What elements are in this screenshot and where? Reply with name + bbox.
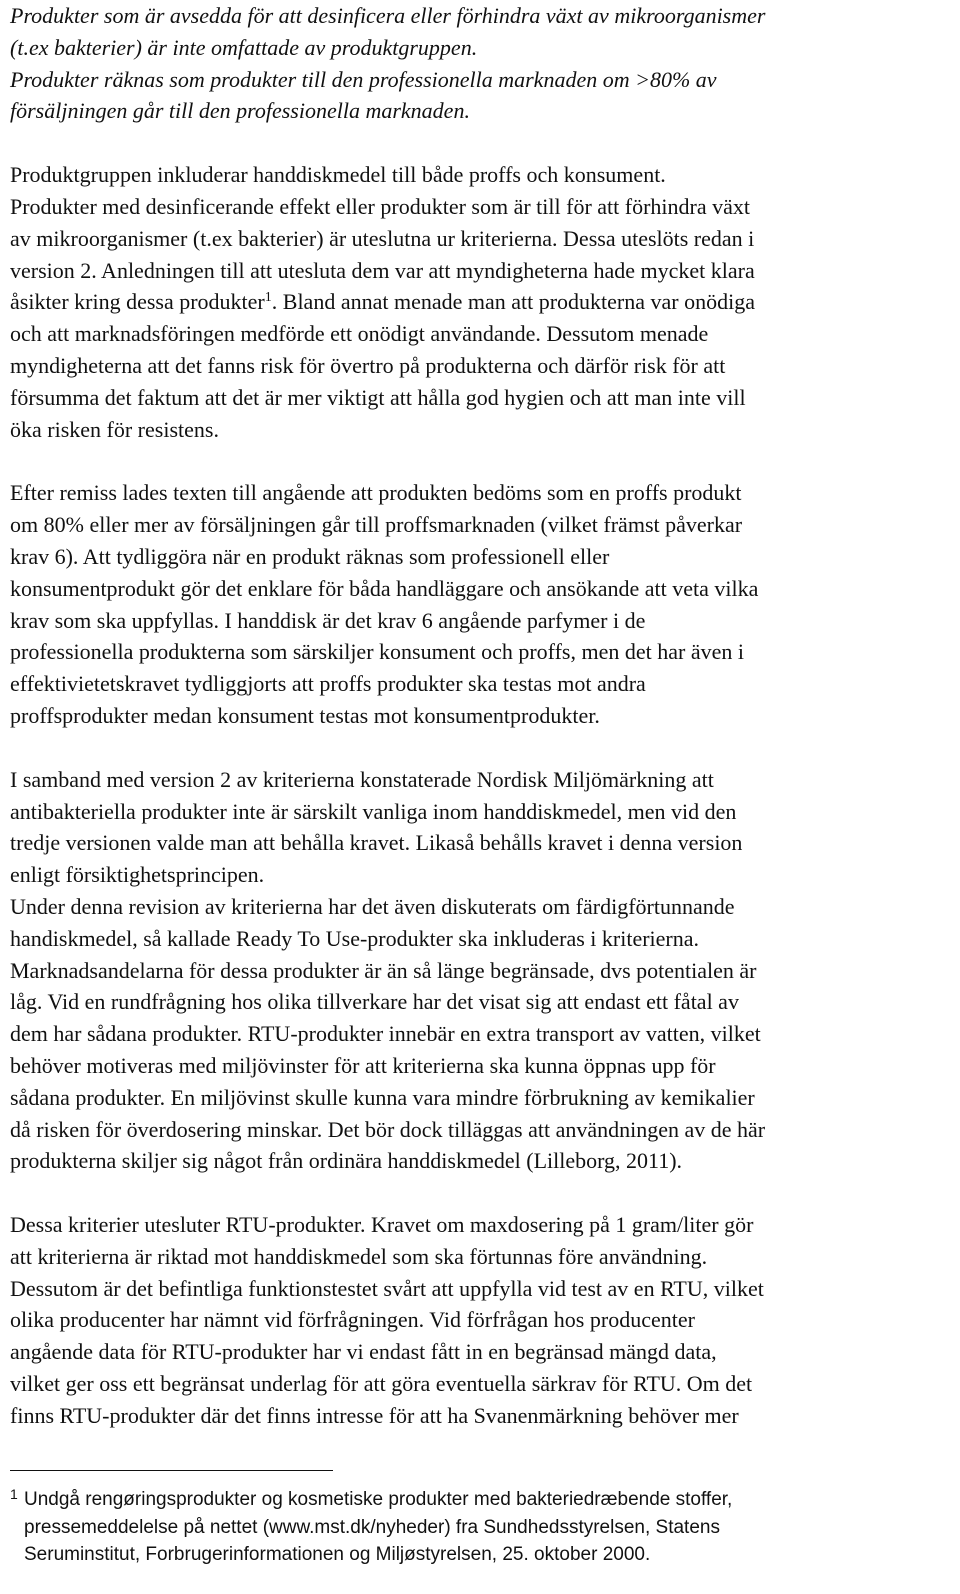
text-line: version 2. Anledningen till att utesluta dem var att myndigheterna hade mycket klara <box>10 257 755 283</box>
text-line: effektivietetskravet tydliggjorts att proffs produkter ska testas mot andra <box>10 671 646 697</box>
footnote-line: Undgå rengøringsprodukter og kosmetiske produkter med bakteriedræbende stoffer, <box>24 1489 733 1510</box>
paragraph-gap <box>10 127 950 159</box>
paragraph-gap <box>10 732 950 764</box>
text-line: I samband med version 2 av kriterierna konstaterade Nordisk Miljömärkning att <box>10 766 714 792</box>
text-line: vilket ger oss ett begränsat underlag för att göra eventuella särkrav för RTU. Om det <box>10 1371 753 1397</box>
text-line: låg. Vid en rundfrågning hos olika tillverkare har det visat sig att endast ett fåtal av <box>10 989 739 1015</box>
text-line: finns RTU-produkter där det finns intresse för att ha Svanenmärkning behöver mer <box>10 1402 739 1428</box>
text-line: försäljningen går till den professionella marknaden. <box>10 98 470 124</box>
text-line: Produkter räknas som produkter till den professionella marknaden om >80% av <box>10 66 717 92</box>
text-line: Dessa kriterier utesluter RTU-produkter. Kravet om maxdosering på 1 gram/liter gör <box>10 1212 754 1238</box>
text-line: myndigheterna att det fanns risk för övertro på produkterna och därför risk för att <box>10 352 726 378</box>
text-line: Produkter som är avsedda för att desinficera eller förhindra växt av mikroorganismer <box>10 3 766 28</box>
text-line: dem har sådana produkter. RTU-produkter innebär en extra transport av vatten, vilket <box>10 1021 761 1047</box>
text-line: då risken för överdosering minskar. Det bör dock tilläggas att användningen av de här <box>10 1116 766 1142</box>
footnote-mark: 1 <box>10 1486 18 1502</box>
text-segment: . Bland annat menade man att produkterna var onödiga <box>271 289 755 315</box>
document-page <box>10 0 950 1432</box>
text-line: krav 6). Att tydliggöra när en produkt räknas som professionell eller <box>10 543 610 569</box>
text-line: Produkter med desinficerande effekt eller produkter som är till för att förhindra växt <box>10 193 750 219</box>
text-line: konsumentprodukt gör det enklare för båda handläggare och ansökande att veta vilka <box>10 575 759 601</box>
footnote-reference[interactable]: 1 <box>264 290 272 306</box>
text-line: proffsprodukter medan konsument testas mot konsumentprodukter. <box>10 702 600 728</box>
text-line: av mikroorganismer (t.ex bakterier) är uteslutna ur kriterierna. Dessa uteslöts redan i <box>10 225 755 251</box>
text-line: handiskmedel, så kallade Ready To Use-produkter ska inkluderas i kriterierna. <box>10 925 700 951</box>
text-line: krav som ska uppfyllas. I handdisk är det krav 6 angående parfymer i de <box>10 607 646 633</box>
text-line: och att marknadsföringen medförde ett onödigt användande. Dessutom menade <box>10 321 709 347</box>
text-segment: åsikter kring dessa produkter <box>10 289 265 315</box>
text-line: professionella produkterna som särskiljer konsument och proffs, men det har även i <box>10 639 744 665</box>
text-line: behöver motiveras med miljövinster för att kriterierna ska kunna öppnas upp för <box>10 1052 716 1078</box>
text-line-with-footnote <box>10 286 950 318</box>
paragraph-gap <box>10 1177 950 1209</box>
paragraph-remiss <box>10 477 950 731</box>
text-line: (t.ex bakterier) är inte omfattade av produktgruppen. <box>10 34 478 60</box>
footnote-separator <box>10 1470 333 1471</box>
footnote-line: Seruminstitut, Forbrugerinformationen og Miljøstyrelsen, 25. oktober 2000. <box>24 1544 651 1565</box>
text-line: Marknadsandelarna för dessa produkter är än så länge begränsade, dvs potentialen är <box>10 957 757 983</box>
paragraph-antibacterial-rtu <box>10 764 950 1177</box>
intro-italic-paragraph <box>10 0 950 127</box>
text-line: Produktgruppen inkluderar handdiskmedel till både proffs och konsument. <box>10 162 666 188</box>
text-line: försumma det faktum att det är mer viktigt att hålla god hygien och att man inte vill <box>10 384 746 410</box>
text-line: produkterna skiljer sig något från ordinära handdiskmedel (Lilleborg, 2011). <box>10 1148 683 1174</box>
text-line: om 80% eller mer av försäljningen går till proffsmarknaden (vilket främst påverkar <box>10 512 743 538</box>
text-line: antibakteriella produkter inte är särskilt vanliga inom handdiskmedel, men vid den <box>10 798 737 824</box>
paragraph-gap <box>10 445 950 477</box>
text-line: angående data för RTU-produkter har vi endast fått in en begränsad mängd data, <box>10 1339 717 1365</box>
paragraph-rtu-exclusion <box>10 1209 950 1432</box>
text-line: öka risken för resistens. <box>10 416 219 442</box>
footnote-line: pressemeddelelse på nettet (www.mst.dk/nyheder) fra Sundhedsstyrelsen, Statens <box>24 1516 720 1538</box>
text-line: olika producenter har nämnt vid förfrågningen. Vid förfrågan hos producenter <box>10 1307 695 1333</box>
text-line: Efter remiss lades texten till angående att produkten bedöms som en proffs produkt <box>10 480 742 506</box>
footnote-text <box>24 1486 732 1569</box>
text-line: enligt försiktighetsprincipen. <box>10 862 265 888</box>
text-line: tredje versionen valde man att behålla kravet. Likaså behålls kravet i denna version <box>10 830 743 856</box>
text-line: Under denna revision av kriterierna har det även diskuterats om färdigförtunnande <box>10 893 735 919</box>
text-line: Dessutom är det befintliga funktionstestet svårt att uppfylla vid test av en RTU, vilket <box>10 1275 764 1301</box>
paragraph-scope <box>10 159 950 445</box>
text-line: att kriterierna är riktad mot handdiskmedel som ska förtunnas före användning. <box>10 1243 708 1269</box>
text-line: sådana produkter. En miljövinst skulle kunna vara mindre förbrukning av kemikalier <box>10 1084 755 1110</box>
